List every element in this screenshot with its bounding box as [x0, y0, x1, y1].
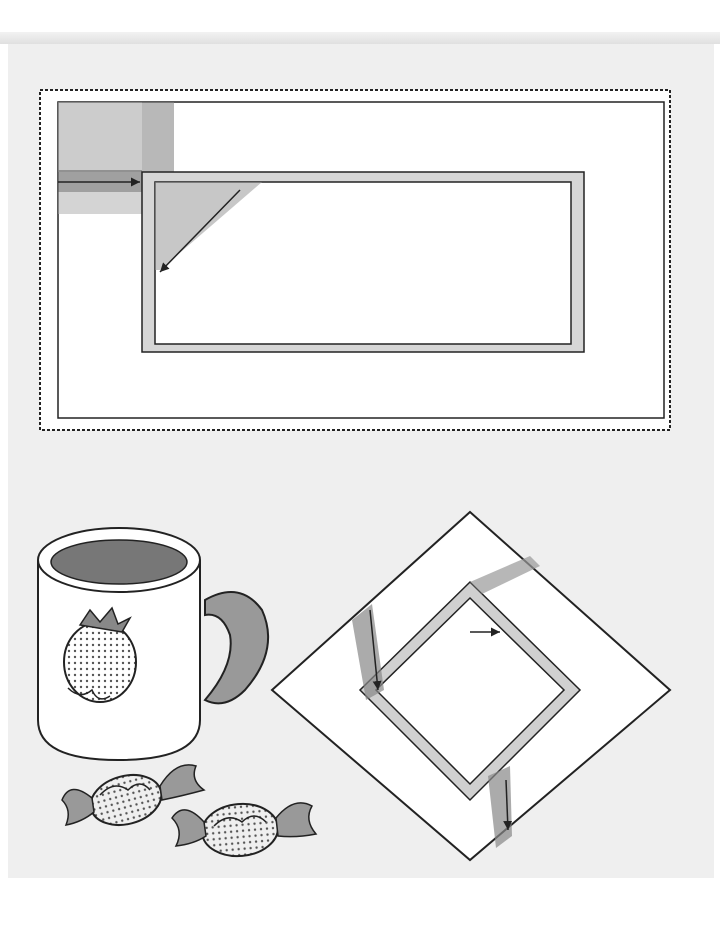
- rug-shade-row: [58, 170, 142, 192]
- rug-shade-row-2: [58, 192, 142, 214]
- candy-icon: [200, 801, 280, 859]
- mug-drawing: [38, 528, 268, 760]
- strawberry-icon: [64, 622, 136, 702]
- rug-drawing: [40, 90, 670, 430]
- rug-shade-column: [142, 102, 174, 172]
- mug-inside: [51, 540, 187, 584]
- candy-icon: [85, 768, 167, 833]
- mug-handle: [205, 592, 268, 703]
- rug-corner-shade: [58, 102, 142, 172]
- diamond-rug-drawing: [272, 512, 670, 860]
- candy-drawing-2: [172, 801, 316, 859]
